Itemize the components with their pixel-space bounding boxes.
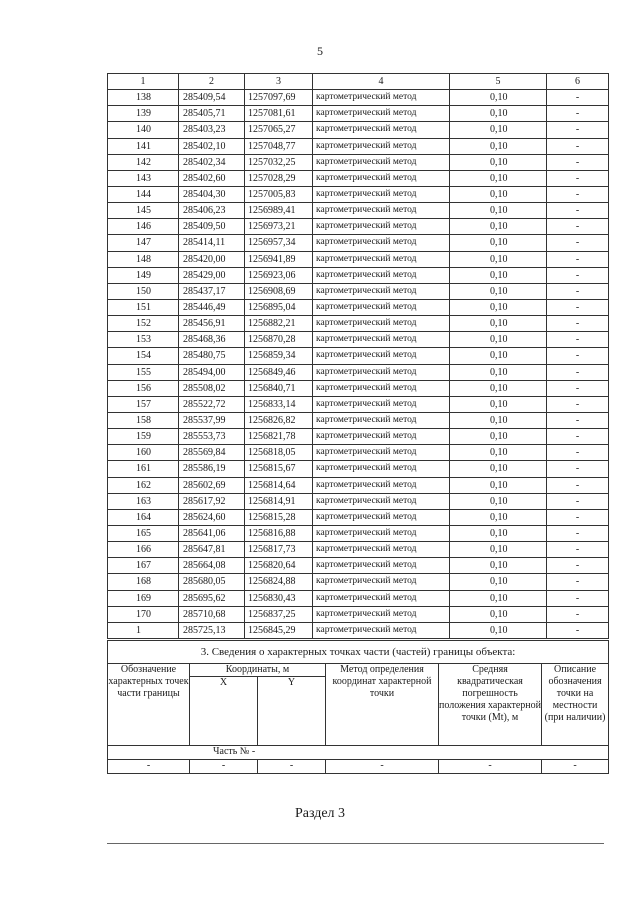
table-row — [108, 558, 609, 574]
table-cell: - — [547, 106, 609, 122]
table-cell: 1256815,28 — [245, 509, 313, 525]
table-cell: 1256837,25 — [245, 606, 313, 622]
table-cell: 1 — [108, 622, 179, 638]
table-cell: картометрический метод — [313, 509, 450, 525]
table-cell: 1256821,78 — [245, 429, 313, 445]
header-x: X — [190, 677, 258, 746]
empty-cell: - — [326, 760, 439, 774]
table-cell: 1256895,04 — [245, 299, 313, 315]
table-cell: - — [547, 235, 609, 251]
table-cell: 0,10 — [450, 186, 547, 202]
table-cell: 1256849,46 — [245, 364, 313, 380]
table-cell: 139 — [108, 106, 179, 122]
table-cell: 160 — [108, 445, 179, 461]
table-cell: картометрический метод — [313, 186, 450, 202]
column-number: 2 — [179, 74, 245, 90]
table-cell: 168 — [108, 574, 179, 590]
table-row — [108, 396, 609, 412]
table-cell: - — [547, 219, 609, 235]
table-cell: 150 — [108, 283, 179, 299]
table-cell: 166 — [108, 542, 179, 558]
table-cell: - — [547, 590, 609, 606]
table-cell: - — [547, 251, 609, 267]
table-cell: 285420,00 — [179, 251, 245, 267]
table-cell: 1256859,34 — [245, 348, 313, 364]
table-row — [108, 509, 609, 525]
table-cell: 285624,60 — [179, 509, 245, 525]
table-cell: - — [547, 364, 609, 380]
table-cell: 0,10 — [450, 429, 547, 445]
table-cell: - — [547, 203, 609, 219]
table-cell: картометрический метод — [313, 574, 450, 590]
table-cell: картометрический метод — [313, 283, 450, 299]
table-cell: 285537,99 — [179, 412, 245, 428]
table-cell: - — [547, 283, 609, 299]
table-cell: 285414,11 — [179, 235, 245, 251]
table-cell: 285710,68 — [179, 606, 245, 622]
section-heading: Раздел 3 — [294, 806, 346, 821]
coordinates-table — [107, 73, 609, 639]
table-cell: 0,10 — [450, 332, 547, 348]
table-cell: 157 — [108, 396, 179, 412]
column-number: 5 — [450, 74, 547, 90]
table-cell: 285664,08 — [179, 558, 245, 574]
table-cell: 152 — [108, 316, 179, 332]
table-cell: картометрический метод — [313, 299, 450, 315]
table-row — [108, 525, 609, 541]
header-method: Метод определения координат характерной точки — [326, 664, 439, 746]
table-row — [108, 122, 609, 138]
table-cell: 0,10 — [450, 558, 547, 574]
table-cell: 1256824,88 — [245, 574, 313, 590]
table-cell: - — [547, 154, 609, 170]
header-description: Описание обозначения точки на местности (при наличии) — [542, 664, 609, 746]
table-cell: - — [547, 90, 609, 106]
table-cell: 285409,50 — [179, 219, 245, 235]
table-cell: 0,10 — [450, 606, 547, 622]
table-cell: картометрический метод — [313, 542, 450, 558]
table-cell: 0,10 — [450, 235, 547, 251]
part-label: Часть № - — [108, 746, 609, 760]
table-cell: картометрический метод — [313, 412, 450, 428]
table-cell: картометрический метод — [313, 267, 450, 283]
table-cell: 285680,05 — [179, 574, 245, 590]
table-cell: 0,10 — [450, 122, 547, 138]
table-cell: - — [547, 493, 609, 509]
table-cell: 1256941,89 — [245, 251, 313, 267]
table-cell: 0,10 — [450, 525, 547, 541]
table-cell: 156 — [108, 380, 179, 396]
table-cell: 0,10 — [450, 283, 547, 299]
table-cell: 1256989,41 — [245, 203, 313, 219]
table-row — [108, 251, 609, 267]
table-row — [108, 299, 609, 315]
table-cell: 285508,02 — [179, 380, 245, 396]
table-cell: картометрический метод — [313, 106, 450, 122]
header-point-designation: Обозначение характерных точек части границы — [108, 664, 190, 746]
table-cell: 1256870,28 — [245, 332, 313, 348]
table-cell: 0,10 — [450, 170, 547, 186]
table-cell: - — [547, 332, 609, 348]
table-row — [108, 186, 609, 202]
table-cell: - — [547, 170, 609, 186]
table-cell: 0,10 — [450, 509, 547, 525]
table-cell: 285522,72 — [179, 396, 245, 412]
table-cell: - — [547, 445, 609, 461]
table-cell: 141 — [108, 138, 179, 154]
table-cell: - — [547, 299, 609, 315]
table-cell: 162 — [108, 477, 179, 493]
table-cell: картометрический метод — [313, 622, 450, 638]
table-cell: 170 — [108, 606, 179, 622]
table-cell: 144 — [108, 186, 179, 202]
table-cell: - — [547, 574, 609, 590]
header-error: Средняя квадратическая погрешность положения характерной точки (Mt), м — [439, 664, 542, 746]
table-cell: 165 — [108, 525, 179, 541]
table-row — [108, 477, 609, 493]
table-cell: 1256817,73 — [245, 542, 313, 558]
table-cell: 285402,60 — [179, 170, 245, 186]
table-cell: 1256816,88 — [245, 525, 313, 541]
table-row — [108, 412, 609, 428]
table-row — [108, 429, 609, 445]
table-row — [108, 622, 609, 638]
table-cell: картометрический метод — [313, 348, 450, 364]
table-cell: картометрический метод — [313, 364, 450, 380]
section3-title: 3. Сведения о характерных точках части (частей) границы объекта: — [108, 641, 609, 664]
table-row — [108, 332, 609, 348]
table-cell: 1257097,69 — [245, 90, 313, 106]
table-cell: 0,10 — [450, 106, 547, 122]
table-cell: 0,10 — [450, 267, 547, 283]
table-cell: 285695,62 — [179, 590, 245, 606]
table-cell: 1256814,64 — [245, 477, 313, 493]
header-coordinates: Координаты, м — [190, 664, 326, 677]
table-cell: 1257032,25 — [245, 154, 313, 170]
table-cell: 1256818,05 — [245, 445, 313, 461]
table-cell: картометрический метод — [313, 122, 450, 138]
section3-table — [107, 640, 609, 774]
table-row — [108, 348, 609, 364]
table-cell: 285586,19 — [179, 461, 245, 477]
table-row — [108, 461, 609, 477]
column-number: 1 — [108, 74, 179, 90]
table-cell: картометрический метод — [313, 396, 450, 412]
table-cell: 1256923,06 — [245, 267, 313, 283]
table-cell: картометрический метод — [313, 138, 450, 154]
table-cell: картометрический метод — [313, 251, 450, 267]
table-row — [108, 283, 609, 299]
table-cell: картометрический метод — [313, 525, 450, 541]
table-cell: - — [547, 122, 609, 138]
header-y: Y — [258, 677, 326, 746]
empty-cell: - — [190, 760, 258, 774]
table-cell: - — [547, 525, 609, 541]
table-cell: 285569,84 — [179, 445, 245, 461]
table-cell: 159 — [108, 429, 179, 445]
table-cell: картометрический метод — [313, 219, 450, 235]
table-cell: 1257048,77 — [245, 138, 313, 154]
table-row — [108, 316, 609, 332]
table-cell: 146 — [108, 219, 179, 235]
table-cell: 0,10 — [450, 348, 547, 364]
empty-cell: - — [542, 760, 609, 774]
table-cell: - — [547, 267, 609, 283]
table-cell: 142 — [108, 154, 179, 170]
table-cell: 0,10 — [450, 154, 547, 170]
empty-cell: - — [439, 760, 542, 774]
table-row — [108, 235, 609, 251]
table-row — [108, 380, 609, 396]
table-cell: картометрический метод — [313, 558, 450, 574]
table-cell: 0,10 — [450, 380, 547, 396]
table-cell: 1256826,82 — [245, 412, 313, 428]
table-cell: 1257028,29 — [245, 170, 313, 186]
table-cell: - — [547, 477, 609, 493]
table-row — [108, 154, 609, 170]
table-cell: картометрический метод — [313, 332, 450, 348]
table-cell: 0,10 — [450, 251, 547, 267]
table-cell: 0,10 — [450, 316, 547, 332]
table-cell: 1256830,43 — [245, 590, 313, 606]
table-cell: 285725,13 — [179, 622, 245, 638]
table-cell: картометрический метод — [313, 445, 450, 461]
table-cell: 1256845,29 — [245, 622, 313, 638]
table-row — [108, 364, 609, 380]
table-cell: - — [547, 542, 609, 558]
table-cell: 285405,71 — [179, 106, 245, 122]
table-cell: 153 — [108, 332, 179, 348]
table-cell: - — [547, 396, 609, 412]
table-cell: 138 — [108, 90, 179, 106]
table-cell: 1256973,21 — [245, 219, 313, 235]
table-cell: 145 — [108, 203, 179, 219]
column-number: 3 — [245, 74, 313, 90]
table-cell: 169 — [108, 590, 179, 606]
table-cell: 148 — [108, 251, 179, 267]
table-cell: 1256815,67 — [245, 461, 313, 477]
table-cell: 285617,92 — [179, 493, 245, 509]
table-cell: 285429,00 — [179, 267, 245, 283]
table-cell: 164 — [108, 509, 179, 525]
table-cell: картометрический метод — [313, 606, 450, 622]
table-cell: 0,10 — [450, 203, 547, 219]
divider — [107, 843, 604, 844]
table-cell: 285602,69 — [179, 477, 245, 493]
column-number-row — [108, 74, 609, 90]
table-row — [108, 542, 609, 558]
table-cell: 285494,00 — [179, 364, 245, 380]
table-cell: 285553,73 — [179, 429, 245, 445]
table-cell: 285480,75 — [179, 348, 245, 364]
table-cell: - — [547, 622, 609, 638]
table-cell: 1256908,69 — [245, 283, 313, 299]
table-cell: 285446,49 — [179, 299, 245, 315]
table-cell: 0,10 — [450, 622, 547, 638]
table-cell: 140 — [108, 122, 179, 138]
table-cell: картометрический метод — [313, 477, 450, 493]
table-cell: 1256840,71 — [245, 380, 313, 396]
table-cell: - — [547, 429, 609, 445]
empty-cell: - — [258, 760, 326, 774]
page-number: 5 — [317, 44, 323, 58]
table-cell: 0,10 — [450, 219, 547, 235]
table-cell: 0,10 — [450, 477, 547, 493]
table-cell: 285404,30 — [179, 186, 245, 202]
table-cell: 161 — [108, 461, 179, 477]
table-cell: картометрический метод — [313, 461, 450, 477]
table-cell: картометрический метод — [313, 429, 450, 445]
table-cell: 1257065,27 — [245, 122, 313, 138]
table-cell: 0,10 — [450, 461, 547, 477]
table-cell: 0,10 — [450, 364, 547, 380]
table-cell: 1257081,61 — [245, 106, 313, 122]
column-number: 6 — [547, 74, 609, 90]
table-cell: 1256820,64 — [245, 558, 313, 574]
table-cell: 1257005,83 — [245, 186, 313, 202]
table-cell: 1256882,21 — [245, 316, 313, 332]
table-cell: картометрический метод — [313, 170, 450, 186]
table-cell: картометрический метод — [313, 493, 450, 509]
column-number: 4 — [313, 74, 450, 90]
table-cell: 0,10 — [450, 445, 547, 461]
table-row — [108, 90, 609, 106]
table-cell: - — [547, 606, 609, 622]
table-cell: 143 — [108, 170, 179, 186]
table-cell: 0,10 — [450, 412, 547, 428]
table-cell: картометрический метод — [313, 316, 450, 332]
table-row — [108, 203, 609, 219]
table-cell: 167 — [108, 558, 179, 574]
table-cell: 285437,17 — [179, 283, 245, 299]
empty-cell: - — [108, 760, 190, 774]
table-row — [108, 267, 609, 283]
table-cell: 0,10 — [450, 574, 547, 590]
table-cell: - — [547, 316, 609, 332]
table-cell: 1256814,91 — [245, 493, 313, 509]
table-row — [108, 170, 609, 186]
table-cell: 0,10 — [450, 542, 547, 558]
table-cell: 285402,34 — [179, 154, 245, 170]
table-cell: картометрический метод — [313, 590, 450, 606]
table-cell: 285641,06 — [179, 525, 245, 541]
table-cell: - — [547, 138, 609, 154]
table-cell: 158 — [108, 412, 179, 428]
table-cell: - — [547, 509, 609, 525]
table-row — [108, 138, 609, 154]
table-cell: 285456,91 — [179, 316, 245, 332]
table-cell: 151 — [108, 299, 179, 315]
table-cell: картометрический метод — [313, 203, 450, 219]
table-cell: 285406,23 — [179, 203, 245, 219]
table-cell: 285647,81 — [179, 542, 245, 558]
table-cell: картометрический метод — [313, 235, 450, 251]
table-cell: 149 — [108, 267, 179, 283]
table-cell: 285403,23 — [179, 122, 245, 138]
table-cell: - — [547, 348, 609, 364]
table-cell: 0,10 — [450, 138, 547, 154]
table-row — [108, 493, 609, 509]
table-cell: 0,10 — [450, 90, 547, 106]
table-row — [108, 106, 609, 122]
table-cell: 154 — [108, 348, 179, 364]
table-cell: 0,10 — [450, 299, 547, 315]
table-cell: - — [547, 412, 609, 428]
table-row — [108, 590, 609, 606]
table-cell: 1256833,14 — [245, 396, 313, 412]
table-cell: - — [547, 380, 609, 396]
table-cell: 0,10 — [450, 396, 547, 412]
table-cell: картометрический метод — [313, 90, 450, 106]
table-cell: - — [547, 186, 609, 202]
table-cell: - — [547, 461, 609, 477]
table-cell: 285468,36 — [179, 332, 245, 348]
table-cell: 147 — [108, 235, 179, 251]
table-cell: 163 — [108, 493, 179, 509]
table-cell: 0,10 — [450, 493, 547, 509]
table-row — [108, 219, 609, 235]
table-cell: - — [547, 558, 609, 574]
table-cell: картометрический метод — [313, 380, 450, 396]
table-cell: 0,10 — [450, 590, 547, 606]
table-cell: 1256957,34 — [245, 235, 313, 251]
table-cell: 285409,54 — [179, 90, 245, 106]
table-row — [108, 574, 609, 590]
table-cell: 285402,10 — [179, 138, 245, 154]
table-row — [108, 445, 609, 461]
table-cell: 155 — [108, 364, 179, 380]
table-row — [108, 606, 609, 622]
table-cell: картометрический метод — [313, 154, 450, 170]
